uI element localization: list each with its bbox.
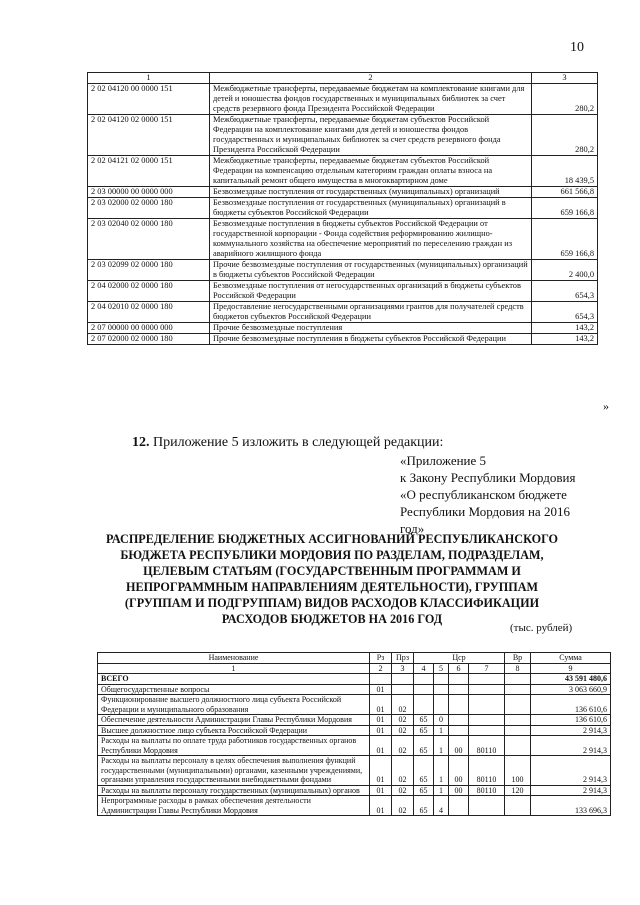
- row-vr: [505, 674, 531, 685]
- row-vr: [505, 736, 531, 756]
- row-vr: [505, 695, 531, 715]
- row-amount: 659 166,8: [532, 219, 598, 260]
- row-cer-3: [449, 725, 469, 736]
- row-cer-1: 65: [414, 785, 434, 796]
- row-cer-4: [469, 684, 505, 695]
- row-rz: 01: [370, 725, 392, 736]
- row-name: ВСЕГО: [98, 674, 370, 685]
- row-sum: 3 063 660,9: [531, 684, 611, 695]
- table-row: [88, 302, 598, 323]
- row-cer-2: 1: [434, 785, 449, 796]
- appendix-line: «О республиканском бюджете: [400, 487, 567, 502]
- row-code: 2 03 02000 02 0000 180: [88, 198, 210, 219]
- row-name: Прочие безвозмездные поступления от государственных (муниципальных) организаций в бюджеты субъектов Российской Федерации: [210, 260, 532, 281]
- row-cer-1: 65: [414, 756, 434, 786]
- table-row: [88, 84, 598, 115]
- row-cer-2: [434, 695, 449, 715]
- units-label: (тыс. рублей): [510, 622, 573, 634]
- row-amount: 659 166,8: [532, 198, 598, 219]
- row-name: Расходы на выплаты по оплате труда работников государственных органов Республики Мордовия: [98, 736, 370, 756]
- col-number: 9: [531, 663, 611, 674]
- table-row: [88, 115, 598, 156]
- row-code: 2 02 04120 00 0000 151: [88, 84, 210, 115]
- row-sum: 136 610,6: [531, 715, 611, 726]
- row-rz: 01: [370, 796, 392, 816]
- row-cer-4: 80110: [469, 785, 505, 796]
- table-row: [98, 756, 611, 786]
- row-amount: 143,2: [532, 334, 598, 345]
- row-prz: 02: [392, 785, 414, 796]
- item-text: Приложение 5 изложить в следующей редакции:: [153, 435, 444, 450]
- row-cer-3: 00: [449, 756, 469, 786]
- row-name: Непрограммные расходы в рамках обеспечения деятельности Администрации Главы Республики Мордовия: [98, 796, 370, 816]
- row-name: Общегосударственные вопросы: [98, 684, 370, 695]
- row-rz: 01: [370, 715, 392, 726]
- table-row: [88, 156, 598, 187]
- row-code: 2 04 02010 02 0000 180: [88, 302, 210, 323]
- row-amount: 280,2: [532, 115, 598, 156]
- row-rz: 01: [370, 756, 392, 786]
- document-title: РАСПРЕДЕЛЕНИЕ БЮДЖЕТНЫХ АССИГНОВАНИЙ РЕСПУБЛИКАНСКОГО БЮДЖЕТА РЕСПУБЛИКИ МОРДОВИЯ ПО РАЗДЕЛАМ, ПОДРАЗДЕЛАМ, ЦЕЛЕВЫМ СТАТЬЯМ (ГОСУДАРСТВЕННЫМ ПРОГРАММАМ И НЕПРОГРАММНЫМ НАПРАВЛЕНИЯМ ДЕЯТЕЛЬНОСТИ), ГРУППАМ (ГРУППАМ И ПОДГРУППАМ) ВИДОВ РАСХОДОВ КЛАССИФИКАЦИИ РАСХОДОВ БЮДЖЕТОВ НА 2016 ГОД: [105, 532, 559, 626]
- table-header-row: [98, 653, 611, 664]
- row-cer-1: 65: [414, 796, 434, 816]
- row-name: Прочие безвозмездные поступления: [210, 323, 532, 334]
- row-cer-3: 00: [449, 736, 469, 756]
- col-number: 8: [505, 663, 531, 674]
- row-prz: 02: [392, 796, 414, 816]
- row-vr: [505, 725, 531, 736]
- budget-allocation-table: [97, 652, 611, 816]
- table-row: [88, 334, 598, 345]
- row-amount: 18 439,5: [532, 156, 598, 187]
- row-amount: 143,2: [532, 323, 598, 334]
- table-row: [88, 219, 598, 260]
- row-cer-3: [449, 715, 469, 726]
- row-cer-1: 65: [414, 715, 434, 726]
- header-col-1: 1: [88, 73, 210, 84]
- header-col-2: 2: [210, 73, 532, 84]
- row-prz: 02: [392, 715, 414, 726]
- row-name: Безвозмездные поступления в бюджеты субъектов Российской Федерации от государственной корпорации - Фонда содействия реформированию жилищно-коммунального хозяйства на обеспечение мероприятий по переселению граждан из аварийного жилищного фонда: [210, 219, 532, 260]
- row-cer-3: 00: [449, 785, 469, 796]
- row-code: 2 07 02000 02 0000 180: [88, 334, 210, 345]
- col-number: 3: [392, 663, 414, 674]
- row-code: 2 03 00000 00 0000 000: [88, 187, 210, 198]
- row-cer-1: 65: [414, 736, 434, 756]
- header-col-3: 3: [532, 73, 598, 84]
- row-name: Высшее должностное лицо субъекта Российской Федерации: [98, 725, 370, 736]
- revenue-table: [87, 72, 598, 345]
- row-cer-2: 1: [434, 756, 449, 786]
- appendix-line: к Закону Республики Мордовия: [400, 470, 576, 485]
- item-number: 12.: [132, 435, 150, 450]
- col-number: 2: [370, 663, 392, 674]
- row-sum: 136 610,6: [531, 695, 611, 715]
- appendix-line: «Приложение 5: [400, 453, 487, 468]
- row-vr: 100: [505, 756, 531, 786]
- row-name: Прочие безвозмездные поступления в бюджеты субъектов Российской Федерации: [210, 334, 532, 345]
- row-cer-2: [434, 684, 449, 695]
- header-rz: Рз: [370, 653, 392, 664]
- closing-quote: »: [603, 399, 609, 413]
- table-row: [98, 796, 611, 816]
- row-cer-4: [469, 725, 505, 736]
- table-row: [88, 260, 598, 281]
- col-number: 1: [98, 663, 370, 674]
- row-cer-2: 4: [434, 796, 449, 816]
- row-rz: 01: [370, 695, 392, 715]
- row-name: Предоставление негосударственными организациями грантов для получателей средств бюджетов субъектов Российской Федерации: [210, 302, 532, 323]
- appendix-header: [400, 452, 620, 537]
- row-name: Расходы на выплаты персоналу в целях обеспечения выполнения функций государственными (муниципальными) органами, казенными учреждениями, органами управления государственными внебюджетными фондами: [98, 756, 370, 786]
- row-vr: [505, 715, 531, 726]
- row-sum: 43 591 480,6: [531, 674, 611, 685]
- row-prz: 02: [392, 756, 414, 786]
- row-name: Межбюджетные трансферты, передаваемые бюджетам субъектов Российской Федерации на компенсацию отдельным категориям граждан оплаты взноса на капитальный ремонт общего имущества в многоквартирном доме: [210, 156, 532, 187]
- row-sum: 2 914,3: [531, 725, 611, 736]
- table-row: [98, 725, 611, 736]
- row-amount: 654,3: [532, 302, 598, 323]
- row-rz: 01: [370, 785, 392, 796]
- table-header-row: [88, 73, 598, 84]
- appendix-line: Республики Мордовия на 2016: [400, 504, 570, 519]
- row-cer-4: 80110: [469, 756, 505, 786]
- row-cer-4: [469, 674, 505, 685]
- table-row: [98, 674, 611, 685]
- row-name: Функционирование высшего должностного лица субъекта Российской Федерации и муниципального образования: [98, 695, 370, 715]
- table-row: [98, 736, 611, 756]
- row-cer-1: [414, 674, 434, 685]
- table-row: [88, 198, 598, 219]
- row-rz: [370, 674, 392, 685]
- row-cer-4: [469, 695, 505, 715]
- col-number: 7: [469, 663, 505, 674]
- row-amount: 2 400,0: [532, 260, 598, 281]
- header-prz: Прз: [392, 653, 414, 664]
- row-amount: 280,2: [532, 84, 598, 115]
- row-cer-2: 1: [434, 725, 449, 736]
- row-cer-2: 1: [434, 736, 449, 756]
- row-cer-1: [414, 695, 434, 715]
- row-amount: 654,3: [532, 281, 598, 302]
- row-sum: 2 914,3: [531, 756, 611, 786]
- table-row: [98, 695, 611, 715]
- column-number-row: [98, 663, 611, 674]
- row-vr: [505, 684, 531, 695]
- row-prz: 02: [392, 736, 414, 756]
- row-amount: 661 566,8: [532, 187, 598, 198]
- table-row: [98, 785, 611, 796]
- row-rz: 01: [370, 684, 392, 695]
- table-row: [88, 323, 598, 334]
- col-number: 4: [414, 663, 434, 674]
- page-number: 10: [570, 40, 584, 55]
- row-name: Безвозмездные поступления от государственных (муниципальных) организаций: [210, 187, 532, 198]
- row-code: 2 02 04120 02 0000 151: [88, 115, 210, 156]
- row-cer-1: [414, 684, 434, 695]
- row-code: 2 03 02040 02 0000 180: [88, 219, 210, 260]
- row-cer-4: 80110: [469, 736, 505, 756]
- row-cer-4: [469, 796, 505, 816]
- row-code: 2 03 02099 02 0000 180: [88, 260, 210, 281]
- row-cer-3: [449, 674, 469, 685]
- table-row: [88, 187, 598, 198]
- row-cer-2: [434, 674, 449, 685]
- row-name: Безвозмездные поступления от государственных (муниципальных) организаций в бюджеты субъектов Российской Федерации: [210, 198, 532, 219]
- table-row: [88, 281, 598, 302]
- col-number: 6: [449, 663, 469, 674]
- row-code: 2 02 04121 02 0000 151: [88, 156, 210, 187]
- row-cer-1: 65: [414, 725, 434, 736]
- row-cer-3: [449, 796, 469, 816]
- header-cer: Цср: [414, 653, 505, 664]
- table-row: [98, 684, 611, 695]
- row-cer-4: [469, 715, 505, 726]
- row-prz: 02: [392, 725, 414, 736]
- row-cer-2: 0: [434, 715, 449, 726]
- row-name: Безвозмездные поступления от негосударственных организаций в бюджеты субъектов Российской Федерации: [210, 281, 532, 302]
- row-rz: 01: [370, 736, 392, 756]
- row-sum: 2 914,3: [531, 736, 611, 756]
- row-prz: 02: [392, 695, 414, 715]
- row-cer-3: [449, 684, 469, 695]
- table-row: [98, 715, 611, 726]
- item-12-paragraph: [132, 435, 443, 451]
- appendix-line: год»: [400, 521, 425, 536]
- row-prz: [392, 684, 414, 695]
- row-code: 2 04 02000 02 0000 180: [88, 281, 210, 302]
- col-number: 5: [434, 663, 449, 674]
- row-cer-3: [449, 695, 469, 715]
- header-name: Наименование: [98, 653, 370, 664]
- header-sum: Сумма: [531, 653, 611, 664]
- row-name: Обеспечение деятельности Администрации Главы Республики Мордовия: [98, 715, 370, 726]
- row-name: Межбюджетные трансферты, передаваемые бюджетам субъектов Российской Федерации на комплектование книгами для детей и юношества фондов государственных и муниципальных библиотек за счет средств резервного фонда Президента Российской Федерации: [210, 115, 532, 156]
- row-vr: [505, 796, 531, 816]
- row-sum: 133 696,3: [531, 796, 611, 816]
- row-prz: [392, 674, 414, 685]
- row-vr: 120: [505, 785, 531, 796]
- row-sum: 2 914,3: [531, 785, 611, 796]
- row-name: Межбюджетные трансферты, передаваемые бюджетам на комплектование книгами для детей и юношества фондов государственных и муниципальных библиотек за счет средств резервного фонда Президента Российской Федерации: [210, 84, 532, 115]
- header-vr: Вр: [505, 653, 531, 664]
- row-name: Расходы на выплаты персоналу государственных (муниципальных) органов: [98, 785, 370, 796]
- row-code: 2 07 00000 00 0000 000: [88, 323, 210, 334]
